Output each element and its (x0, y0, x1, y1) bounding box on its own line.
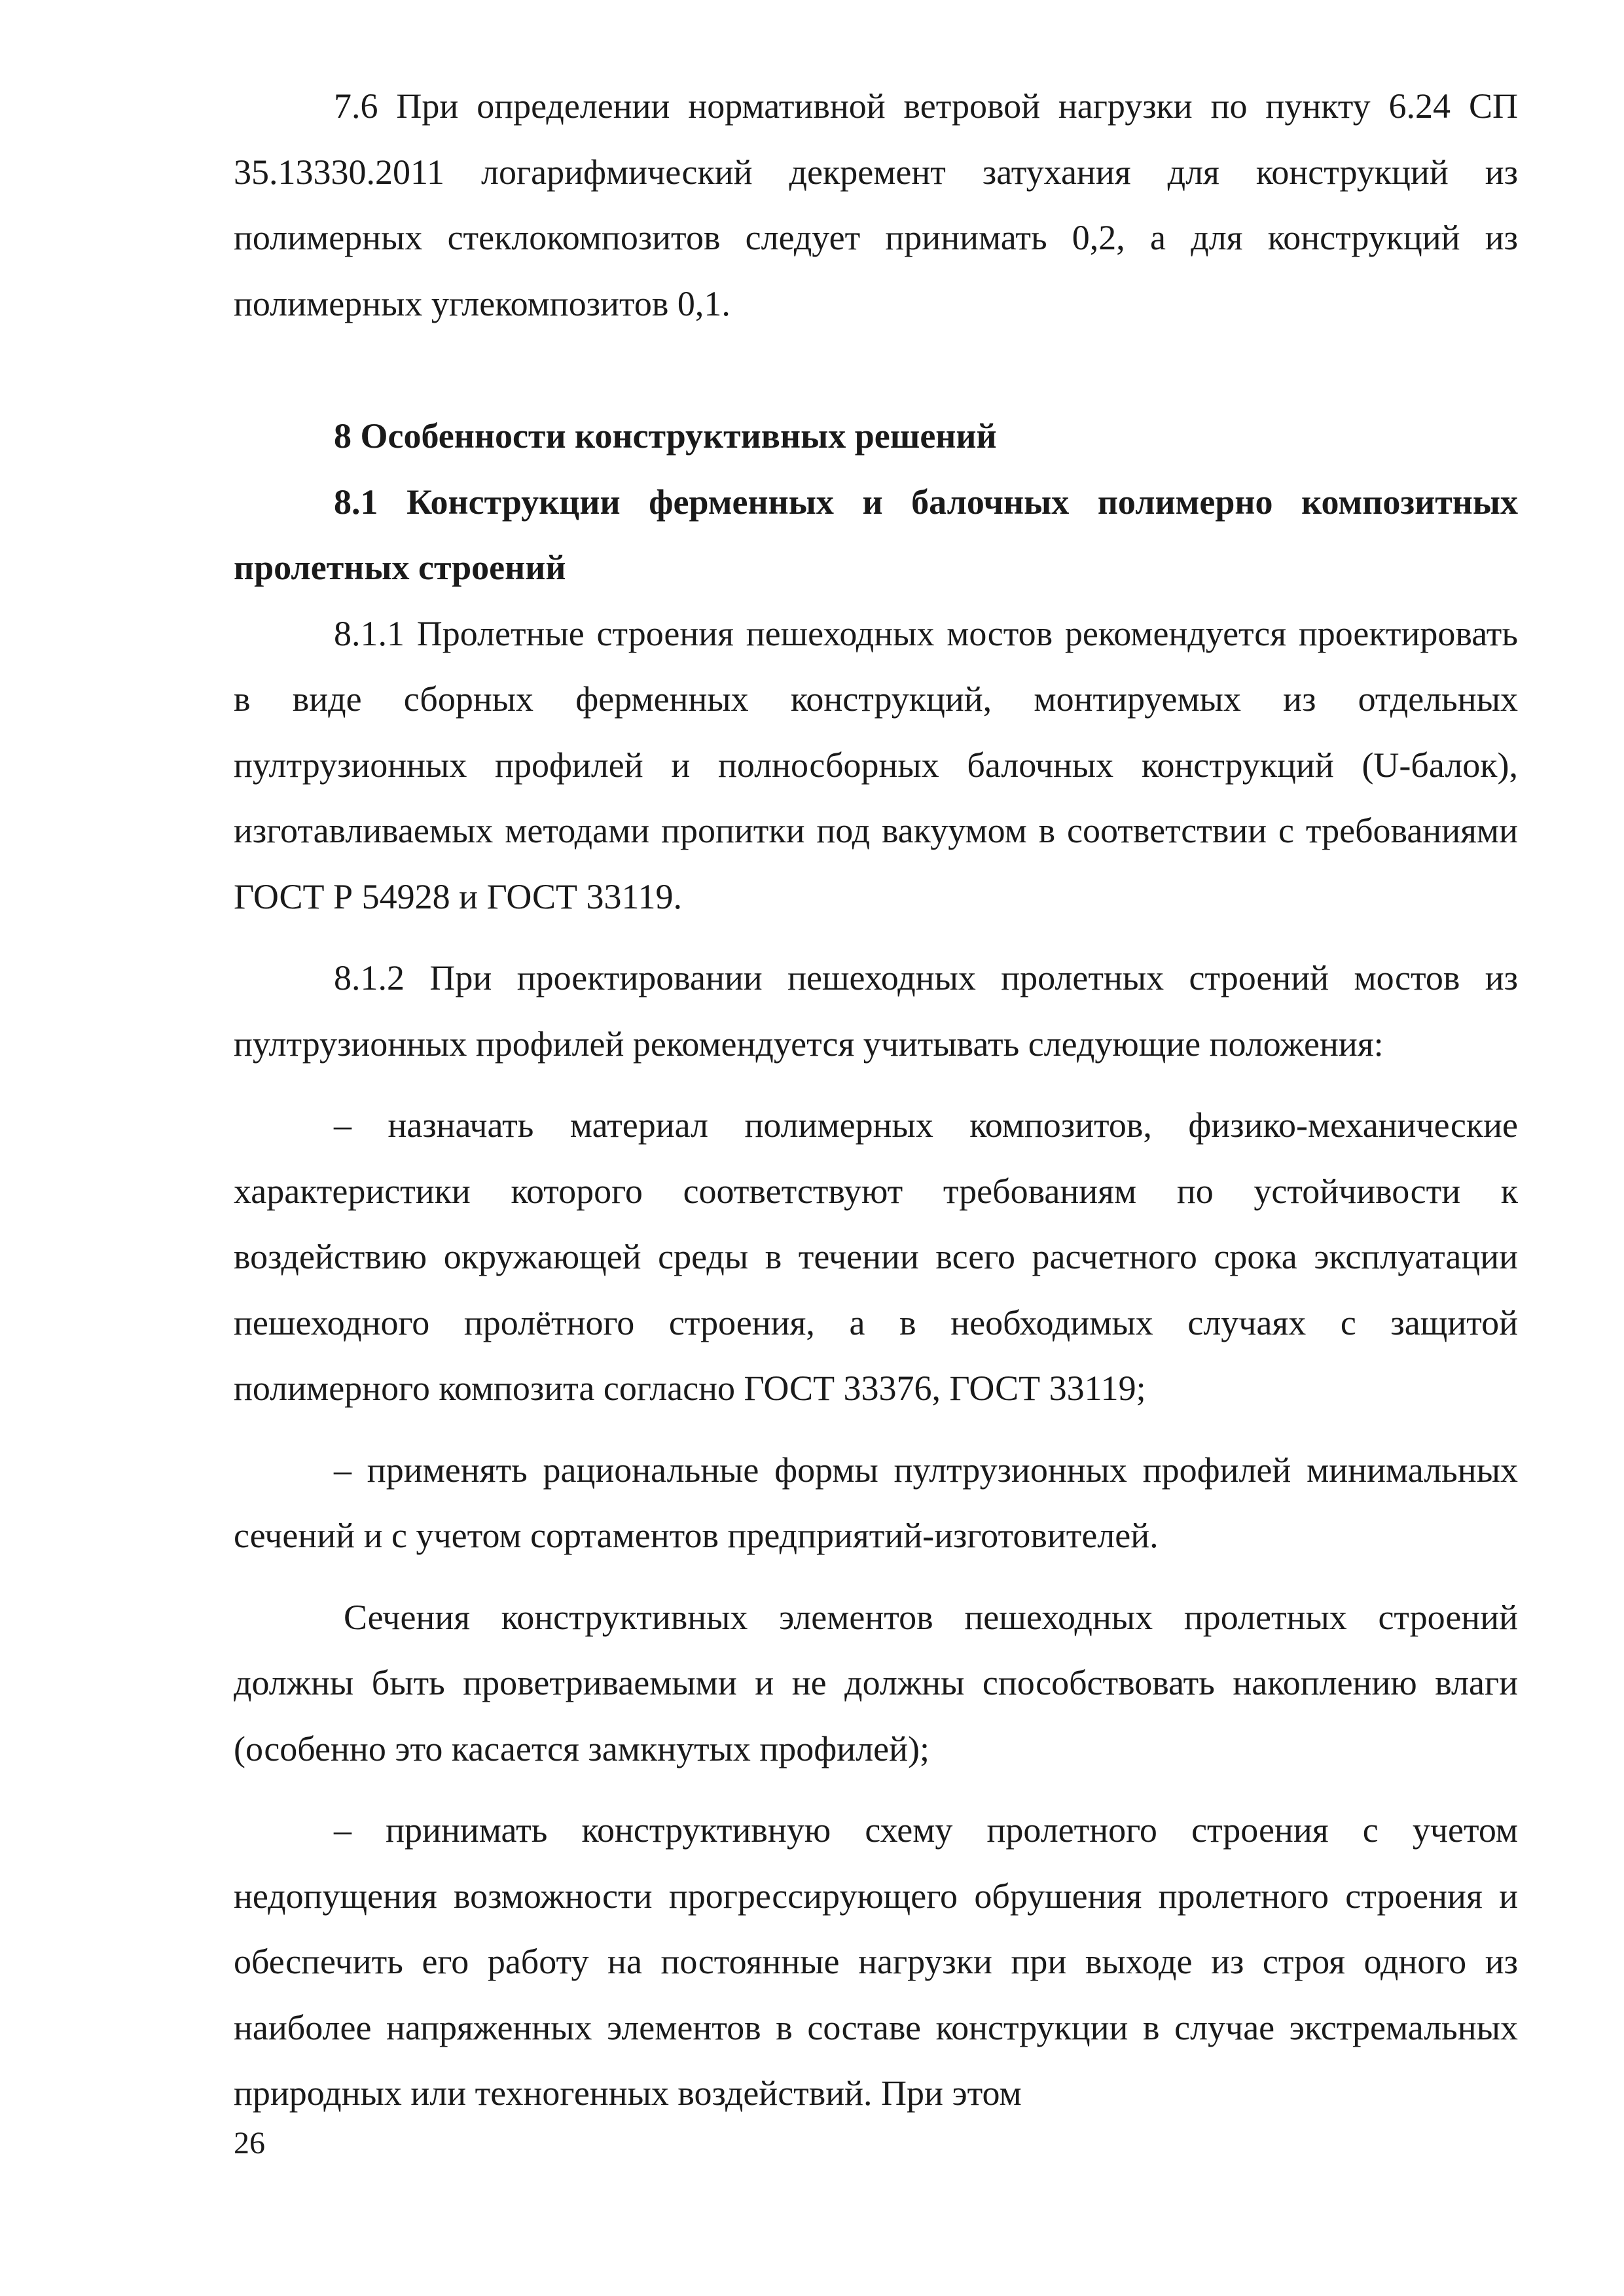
list-item-material: – назначать материал полимерных композитов, физико-механические характеристики которого соответствуют требованиям по устойчивости к воздействию окружающей среды в течении всего расчетного срока эксплуатации пешеходного пролётного строения, а в необходимых случаях с защитой полимерного композита согласно ГОСТ 33376, ГОСТ 33119; (234, 1105, 1518, 1408)
list-item-profiles: – применять рациональные формы пултрузионных профилей минимальных сечений и с учетом сортаментов предприятий-изготовителей. (234, 1450, 1518, 1555)
subsection-8-1-heading: 8.1 Конструкции ферменных и балочных полимерно композитных пролетных строений (234, 482, 1518, 587)
section-8-heading: 8 Особенности конструктивных решений (334, 416, 997, 456)
page-body (234, 73, 1518, 2126)
paragraph-sections-ventilation: Сечения конструктивных элементов пешеходных пролетных строений должны быть проветриваемыми и не должны способствовать накоплению влаги (особенно это касается замкнутых профилей); (234, 1597, 1518, 1768)
paragraph-8-1-2: 8.1.2 При проектировании пешеходных пролетных строений мостов из пултрузионных профилей рекомендуется учитывать следующие положения: (234, 958, 1518, 1064)
paragraph-8-1-1: 8.1.1 Пролетные строения пешеходных мостов рекомендуется проектировать в виде сборных ферменных конструкций, монтируемых из отдельных пултрузионных профилей и полносборных балочных конструкций (U-балок), изготавливаемых методами пропитки под вакуумом в соответствии с требованиями ГОСТ Р 54928 и ГОСТ 33119. (234, 613, 1518, 916)
paragraph-7-6: 7.6 При определении нормативной ветровой нагрузки по пункту 6.24 СП 35.13330.2011 логарифмический декремент затухания для конструкций из полимерных стеклокомпозитов следует принимать 0,2, а для конструкций из полимерных углекомпозитов 0,1. (234, 86, 1518, 323)
list-item-scheme: – принимать конструктивную схему пролетного строения с учетом недопущения возможности прогрессирующего обрушения пролетного строения и обеспечить его работу на постоянные нагрузки при выходе из строя одного из наиболее напряженных элементов в составе конструкции в случае экстремальных природных или техногенных воздействий. При этом (234, 1810, 1518, 2113)
page-number: 26 (234, 2126, 265, 2161)
